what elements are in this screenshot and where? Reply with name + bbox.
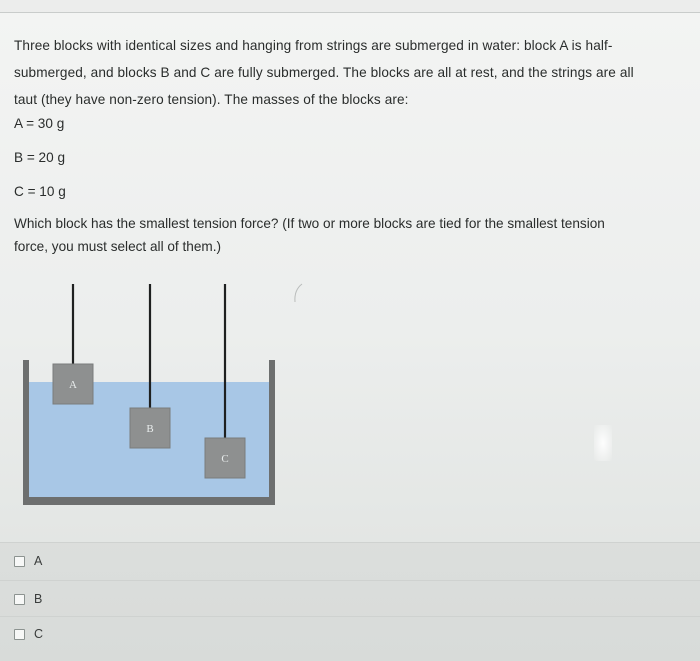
option-label-c: C [34,627,44,641]
prompt-text [14,212,686,258]
checkbox-a[interactable] [14,556,25,567]
option-c[interactable] [14,624,43,644]
stray-pen-mark [284,280,314,320]
mass-a: A = 30 g [14,116,65,131]
block-label-a: A [69,379,77,391]
mass-b: B = 20 g [14,150,66,165]
checkbox-b[interactable] [14,594,25,605]
divider [0,542,700,543]
option-label-b: B [34,592,43,606]
block-label-b: B [146,423,154,435]
mass-c: C = 10 g [14,184,66,199]
container-right-wall [269,360,275,503]
divider [0,616,700,617]
question-line: taut (they have non-zero tension). The masses of the blocks are: [14,92,409,107]
question-text [14,34,686,115]
prompt-line: force, you must select all of them.) [14,239,222,254]
question-line: Three blocks with identical sizes and hanging from strings are submerged in water: block A is half- [14,38,613,53]
screen-glare [594,425,612,461]
checkbox-c[interactable] [14,629,25,640]
option-b[interactable] [14,589,42,609]
option-a[interactable] [14,551,42,571]
option-label-a: A [34,554,43,568]
answer-options [0,542,700,661]
prompt-line: Which block has the smallest tension force? (If two or more blocks are tied for the smallest tension [14,216,605,231]
block-label-c: C [221,453,229,465]
container-bottom [23,497,275,505]
question-line: submerged, and blocks B and C are fully submerged. The blocks are all at rest, and the strings are all [14,65,634,80]
container-left-wall [23,360,29,503]
blocks-figure [20,280,280,512]
divider [0,580,700,581]
